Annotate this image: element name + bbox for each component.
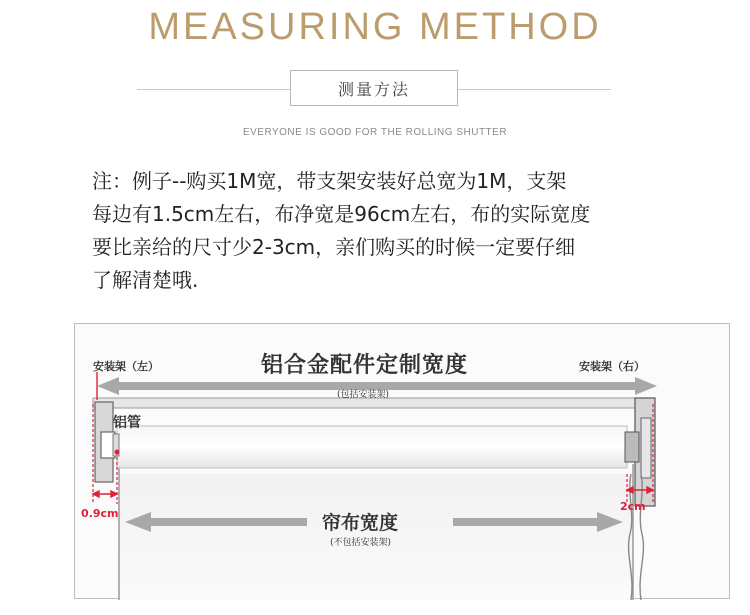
- note-line: 每边有1.5cm左右，布净宽是96cm左右，布的实际宽度: [92, 202, 591, 226]
- right-gap-label: 2cm: [620, 500, 646, 513]
- left-bracket-label: 安装架（左）: [93, 360, 159, 373]
- divider-left: [137, 89, 290, 90]
- fabric-width-sublabel: (不包括安装架): [330, 538, 392, 548]
- note-line: 注：例子--购买1M宽，带支架安装好总宽为1M，支架: [92, 169, 567, 193]
- divider-right: [458, 89, 611, 90]
- tube-label: 铝管: [113, 415, 141, 431]
- right-bracket-label: 安装架（右）: [579, 360, 645, 373]
- total-width-sublabel: (包括安装架): [337, 390, 390, 400]
- tagline: EVERYONE IS GOOD FOR THE ROLLING SHUTTER: [242, 127, 508, 138]
- aluminum-tube: [117, 426, 627, 468]
- note-line: 要比亲给的尺寸少2-3cm，亲们购买的时候一定要仔细: [92, 235, 576, 259]
- measurement-note: [92, 165, 672, 297]
- measurement-diagram: [74, 323, 730, 599]
- page-title: MEASURING METHOD: [148, 6, 602, 48]
- fabric-width-label: 帘布宽度: [322, 512, 399, 534]
- subtitle-box: 测量方法: [290, 70, 458, 106]
- note-line: 了解清楚哦.: [92, 268, 199, 292]
- total-width-label: 铝合金配件定制宽度: [261, 353, 469, 378]
- left-gap-dot: [115, 450, 120, 455]
- left-gap-label: 0.9cm: [81, 507, 119, 520]
